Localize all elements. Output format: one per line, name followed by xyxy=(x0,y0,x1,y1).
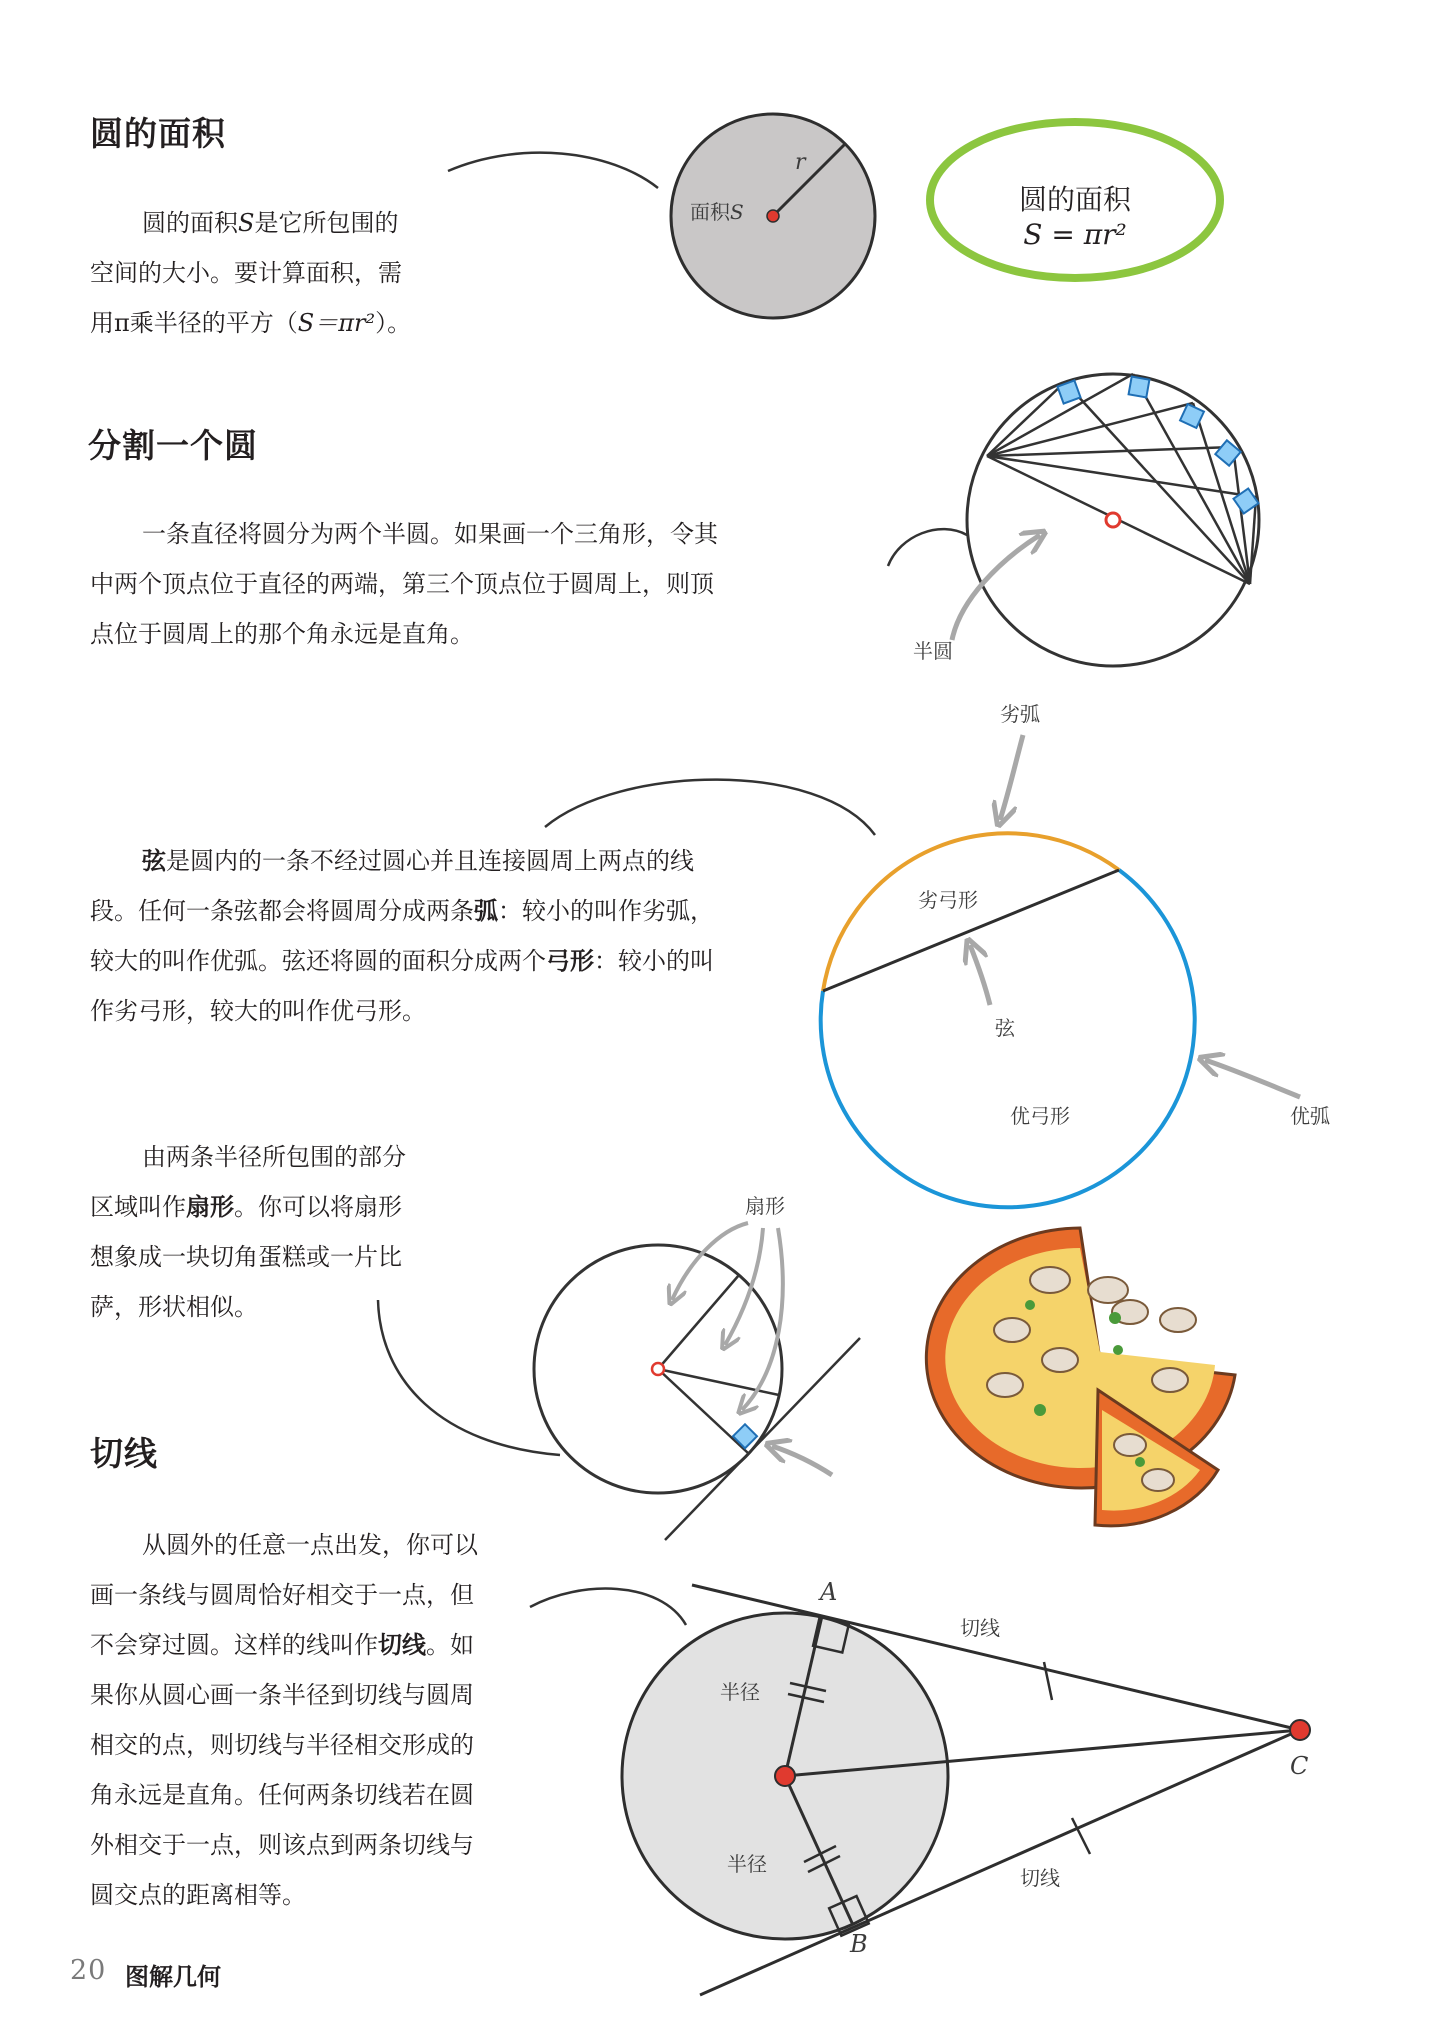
point-c-label: C xyxy=(1290,1752,1309,1780)
term-sector: 扇形 xyxy=(186,1193,234,1221)
sector-center-dot xyxy=(652,1363,664,1375)
chord-arrow xyxy=(970,945,990,1005)
point-b-label: B xyxy=(850,1930,868,1958)
term-chord: 弦 xyxy=(142,847,166,875)
area-text-1b: 是它所包围的 xyxy=(254,209,399,237)
term-arc: 弧 xyxy=(474,897,498,925)
sector-text-2b: 。你可以将扇形 xyxy=(234,1193,402,1221)
chord-text-2b: ：较小的叫作劣弧， xyxy=(498,897,714,925)
area-text-3b: ）。 xyxy=(375,309,412,337)
connector-curve-area xyxy=(448,153,658,188)
tangent-text-4: 果你从圆心画一条半径到切线与圆周 xyxy=(90,1681,474,1709)
tangent-center-dot xyxy=(775,1766,795,1786)
label-minor-segment: 劣弓形 xyxy=(918,888,978,912)
major-arc-arrow xyxy=(1205,1060,1300,1097)
tangent-text-1: 从圆外的任意一点出发，你可以 xyxy=(142,1531,478,1559)
heading-divide: 分割一个圆 xyxy=(88,426,258,465)
sector-text-1: 由两条半径所包围的部分 xyxy=(142,1143,406,1171)
divide-text-2: 中两个顶点位于直径的两端，第三个顶点位于圆周上，则顶 xyxy=(90,570,714,598)
area-text-3: 用π乘半径的平方（ xyxy=(90,309,298,337)
area-text-2: 空间的大小。要计算面积，需 xyxy=(90,259,402,287)
sector-text-3: 想象成一块切角蛋糕或一片比 xyxy=(90,1243,402,1271)
book-title: 图解几何 xyxy=(125,1963,221,1991)
sector-text-2: 区域叫作 xyxy=(90,1193,186,1221)
pizza-illustration xyxy=(926,1228,1235,1526)
area-text-s: S xyxy=(238,209,255,237)
formula-title: 圆的面积 xyxy=(1018,183,1131,216)
chord-text-3b: ：较小的叫 xyxy=(594,947,714,975)
label-minor-arc: 劣弧 xyxy=(1000,702,1040,726)
tangent-text-3: 不会穿过圆。这样的线叫作 xyxy=(90,1631,378,1659)
tangent-text-2: 画一条线与圆周恰好相交于一点，但 xyxy=(90,1581,474,1609)
area-fig-label: 面积S xyxy=(690,200,744,224)
page-number: 20 xyxy=(70,1955,107,1986)
chord-text-1: 是圆内的一条不经过圆心并且连接圆周上两点的线 xyxy=(166,847,694,875)
area-text-1: 圆的面积 xyxy=(142,209,238,237)
heading-tangent: 切线 xyxy=(90,1434,158,1473)
tangent-text-6: 角永远是直角。任何两条切线若在圆 xyxy=(90,1781,474,1809)
formula-box xyxy=(930,128,1220,268)
label-tangent-lower: 切线 xyxy=(1020,1866,1060,1890)
tangent-text-5: 相交的点，则切线与半径相交形成的 xyxy=(90,1731,474,1759)
point-c-dot xyxy=(1290,1720,1310,1740)
tangent-point-arrow xyxy=(772,1446,832,1475)
chord-text-4: 作劣弓形，较大的叫作优弓形。 xyxy=(90,997,426,1025)
minor-arc-arrow xyxy=(1000,735,1023,820)
label-radius-upper: 半径 xyxy=(720,1680,760,1704)
thales-center-dot xyxy=(1106,513,1120,527)
label-chord: 弦 xyxy=(995,1016,1015,1040)
chord-paragraph xyxy=(90,836,810,1036)
tangent-text-7: 外相交于一点，则该点到两条切线与 xyxy=(90,1831,474,1859)
radius-label-r: r xyxy=(795,150,806,175)
label-radius-lower: 半径 xyxy=(727,1852,767,1876)
sector-paragraph xyxy=(90,1132,470,1332)
chord-text-2: 段。任何一条弦都会将圆周分成两条 xyxy=(90,897,474,925)
tangent-text-8: 圆交点的距离相等。 xyxy=(90,1881,306,1909)
divide-text-1: 一条直径将圆分为两个半圆。如果画一个三角形，令其 xyxy=(142,520,718,548)
label-semicircle: 半圆 xyxy=(913,639,953,663)
connector-curve-tangent xyxy=(530,1589,686,1625)
tangent-text-3b: 。如 xyxy=(426,1631,474,1659)
label-major-segment: 优弓形 xyxy=(1010,1104,1070,1128)
chord-text-3: 较大的叫作优弧。弦还将圆的面积分成两个 xyxy=(90,947,546,975)
divide-text-3: 点位于圆周上的那个角永远是直角。 xyxy=(90,620,474,648)
tangent-paragraph xyxy=(90,1520,530,1920)
connector-curve-divide xyxy=(888,529,967,566)
divide-paragraph xyxy=(90,509,810,659)
area-center-dot xyxy=(767,210,779,222)
sector-text-4: 萨，形状相似。 xyxy=(90,1293,258,1321)
point-a-label: A xyxy=(820,1578,838,1606)
connector-curve-chord xyxy=(545,780,875,835)
heading-area: 圆的面积 xyxy=(90,114,226,153)
formula-expression: S = πr² xyxy=(1023,218,1127,251)
area-paragraph xyxy=(90,198,470,348)
label-major-arc: 优弧 xyxy=(1290,1104,1330,1128)
label-sector: 扇形 xyxy=(745,1194,785,1218)
term-tangent: 切线 xyxy=(378,1631,426,1659)
area-formula-inline: S＝πr² xyxy=(297,309,376,337)
term-segment: 弓形 xyxy=(546,947,594,975)
label-tangent-upper: 切线 xyxy=(960,1616,1000,1640)
